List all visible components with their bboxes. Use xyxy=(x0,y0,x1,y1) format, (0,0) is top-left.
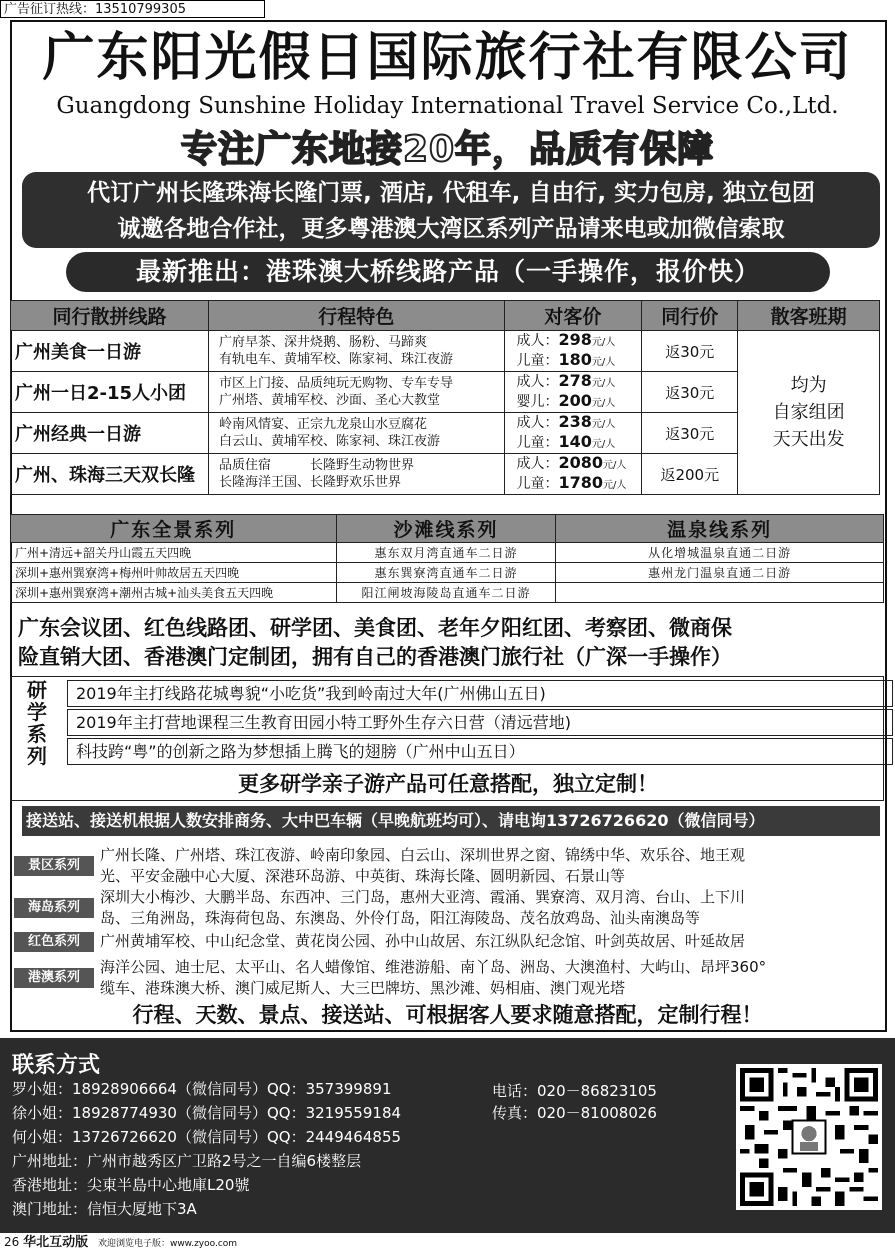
price-unit: 元/人 xyxy=(591,398,616,409)
feature-line: 岭南风情宴、正宗九龙泉山水豆腐花 xyxy=(218,417,427,432)
series-cell: 惠东双月湾直通车二日游 xyxy=(336,543,556,563)
custom-itinerary: 行程、天数、景点、接送站、可根据客人要求随意搭配，定制行程！ xyxy=(132,1003,763,1027)
price-value: 298 xyxy=(558,330,592,349)
price-value: 1780 xyxy=(558,473,604,492)
header-client-price: 对客价 xyxy=(504,301,642,331)
spots-island xyxy=(100,887,885,929)
price-value: 200 xyxy=(558,391,592,410)
tag-island: 海岛系列 xyxy=(14,898,94,918)
price-unit: 元/人 xyxy=(603,460,627,471)
spot-line: 岛、三角洲岛，珠海荷包岛、东澳岛、外伶仃岛，阳江海陵岛、茂名放鸡岛、汕头南澳岛等 xyxy=(100,909,701,927)
service-line-2: 诚邀各地合作社，更多粤港澳大湾区系列产品请来电或加微信索取 xyxy=(117,216,785,242)
study-label-char: 学 xyxy=(27,700,47,724)
contact-line: 罗小姐：18928906664（微信同号）QQ：357399891 xyxy=(12,1080,392,1098)
price-unit: 元/人 xyxy=(603,480,627,491)
contact-line: 何小姐：13726726620（微信同号）QQ：2449464855 xyxy=(12,1128,402,1146)
ad-hotline: 广告征订热线：13510799305 xyxy=(0,0,265,18)
route-price xyxy=(504,372,642,413)
feature-line: 有轨电车、黄埔军校、陈家祠、珠江夜游 xyxy=(218,352,453,367)
price-value: 140 xyxy=(558,432,592,451)
route-name: 广州美食一日游 xyxy=(11,331,209,372)
spot-line: 广州长隆、广州塔、珠江夜游、岭南印象园、白云山、深圳世界之窗、锦绣中华、欢乐谷、地王观 xyxy=(100,846,746,864)
price-unit: 元/人 xyxy=(591,439,616,450)
feature-line: 白云山、黄埔军校、陈家祠、珠江夜游 xyxy=(218,434,440,449)
schedule-line: 自家组团 xyxy=(772,402,845,423)
spot-line: 海洋公园、迪士尼、太平山、名人蜡像馆、维港游船、南丫岛、洲岛、大澳渔村、大屿山、昂坪360° xyxy=(100,958,767,976)
study-item: 科技跨“粤”的创新之路为梦想插上腾飞的翅膀（广州中山五日） xyxy=(67,738,893,765)
series-cell: 阳江闸坡海陵岛直通车二日游 xyxy=(336,583,556,603)
route-name: 广州经典一日游 xyxy=(11,413,209,454)
route-price xyxy=(504,454,642,495)
series-cell: 从化增城温泉直通二日游 xyxy=(556,543,884,563)
header-guangdong-series: 广东全景系列 xyxy=(11,515,337,543)
study-series xyxy=(10,676,884,801)
spots-red xyxy=(100,931,885,952)
series-cell xyxy=(556,583,884,603)
contact-line: 广州地址：广州市越秀区广卫路2号之一自编6楼整层 xyxy=(12,1152,362,1170)
feature-line: 长隆海洋王国、长隆野欢乐世界 xyxy=(218,475,401,490)
series-cell: 深圳+惠州巽寮湾+梅州叶帅故居五天四晚 xyxy=(11,563,337,583)
tag-red: 红色系列 xyxy=(14,932,94,952)
table-row xyxy=(11,331,880,372)
series-cell: 惠东巽寮湾直通车二日游 xyxy=(336,563,556,583)
promo-banner: 最新推出：港珠澳大桥线路产品（一手操作，报价快） xyxy=(66,252,830,292)
route-rebate: 返30元 xyxy=(642,331,738,372)
feature-line: 广州塔、黄埔军校、沙面、圣心大教堂 xyxy=(218,393,440,408)
spots-hkmacau xyxy=(100,957,885,999)
route-name: 广州一日2-15人小团 xyxy=(11,372,209,413)
route-features xyxy=(208,331,504,372)
contact-tel: 电话：020－86823105 xyxy=(492,1082,657,1100)
contact-heading: 联系方式 xyxy=(12,1053,101,1078)
study-label xyxy=(19,679,55,767)
page-footer xyxy=(0,1234,895,1250)
feature-line: 品质住宿 长隆野生动物世界 xyxy=(218,458,414,473)
service-line-1: 代订广州长隆珠海长隆门票, 酒店, 代租车, 自由行, 实力包房, 独立包团 xyxy=(87,180,815,206)
study-label-char: 系 xyxy=(27,722,47,746)
schedule-cell xyxy=(738,331,880,495)
table-row xyxy=(11,563,884,583)
service-band xyxy=(22,172,880,248)
price-label: 儿童： xyxy=(516,435,559,451)
qr-code-icon xyxy=(736,1064,882,1210)
company-name-cn: 广东阳光假日国际旅行社有限公司 xyxy=(42,28,853,88)
price-label: 成人： xyxy=(516,374,559,390)
route-name: 广州、珠海三天双长隆 xyxy=(11,454,209,495)
table-row xyxy=(11,543,884,563)
header-features: 行程特色 xyxy=(208,301,504,331)
contact-line: 澳门地址：信恒大厦地下3A xyxy=(12,1200,197,1218)
spot-line: 缆车、港珠澳大桥、澳门威尼斯人、大三巴牌坊、黑沙滩、妈相庙、澳门观光塔 xyxy=(100,979,626,997)
price-value: 238 xyxy=(558,412,592,431)
schedule-line: 均为 xyxy=(790,375,827,396)
spot-line: 广州黄埔军校、中山纪念堂、黄花岗公园、孙中山故居、东江纵队纪念馆、叶剑英故居、叶延故居 xyxy=(100,932,746,950)
group-line-1: 广东会议团、红色线路团、研学团、美食团、老年夕阳红团、考察团、微商保 xyxy=(18,616,732,640)
route-rebate: 返30元 xyxy=(642,372,738,413)
route-price xyxy=(504,413,642,454)
series-table xyxy=(10,514,884,603)
header-agent-price: 同行价 xyxy=(642,301,738,331)
price-unit: 元/人 xyxy=(591,337,616,348)
route-features xyxy=(208,413,504,454)
header-schedule: 散客班期 xyxy=(738,301,880,331)
edition-name: 华北互动版 xyxy=(23,1235,89,1250)
page-number: 26 xyxy=(4,1235,20,1249)
spot-line: 深圳大小梅沙、大鹏半岛、东西冲、三门岛，惠州大亚湾、霞涌、巽寮湾、双月湾、台山、上下川 xyxy=(100,888,746,906)
route-features xyxy=(208,454,504,495)
price-value: 278 xyxy=(558,371,592,390)
route-features xyxy=(208,372,504,413)
tag-hkmacau: 港澳系列 xyxy=(14,968,94,988)
price-label: 成人： xyxy=(516,415,559,431)
feature-line: 广府早茶、深井烧鹅、肠粉、马蹄爽 xyxy=(218,335,427,350)
header-hotspring-series: 温泉线系列 xyxy=(556,515,884,543)
group-tours xyxy=(18,614,888,672)
contact-line: 香港地址：尖東半島中心地庫L20號 xyxy=(12,1176,250,1194)
company-name-en: Guangdong Sunshine Holiday International Travel Service Co.,Ltd. xyxy=(56,93,839,119)
header-beach-series: 沙滩线系列 xyxy=(336,515,556,543)
price-label: 成人： xyxy=(516,333,559,349)
price-label: 儿童： xyxy=(516,353,559,369)
group-line-2: 险直销大团、香港澳门定制团，拥有自己的香港澳门旅行社（广深一手操作） xyxy=(18,645,732,669)
spot-line: 光、平安金融中心大厦、深港环岛游、中英街、珠海长隆、圆明新园、石景山等 xyxy=(100,867,626,885)
contact-line: 徐小姐：18928774930（微信同号）QQ：3219559184 xyxy=(12,1104,402,1122)
slogan: 专注广东地接20年，品质有保障 xyxy=(180,129,715,170)
series-cell: 广州+清远+韶关丹山霞五天四晚 xyxy=(11,543,337,563)
table-row xyxy=(11,583,884,603)
feature-line: 市区上门接、品质纯玩无购物、专车专导 xyxy=(218,376,453,391)
transfer-banner: 接送站、接送机根据人数安排商务、大中巴车辆（早晚航班均可）、请电询13726726620（微信同号） xyxy=(22,806,880,836)
route-rebate: 返200元 xyxy=(642,454,738,495)
price-label: 婴儿： xyxy=(516,394,559,410)
route-table-header xyxy=(11,301,880,331)
tag-scenic: 景区系列 xyxy=(14,856,94,876)
study-label-char: 研 xyxy=(27,678,47,702)
price-unit: 元/人 xyxy=(591,357,616,368)
price-unit: 元/人 xyxy=(591,378,616,389)
price-label: 儿童： xyxy=(516,476,559,492)
series-cell: 惠州龙门温泉直通二日游 xyxy=(556,563,884,583)
price-value: 2080 xyxy=(558,453,604,472)
study-item: 2019年主打营地课程三生教育田园小特工野外生存六日营（清远营地) xyxy=(67,709,893,736)
study-more: 更多研学亲子游产品可任意搭配，独立定制！ xyxy=(238,772,658,796)
route-table xyxy=(10,300,880,495)
contact-fax: 传真：020－81008026 xyxy=(492,1104,657,1122)
route-price xyxy=(504,331,642,372)
route-rebate: 返30元 xyxy=(642,413,738,454)
footer-note: 欢迎浏览电子版：www.zyoo.com xyxy=(97,1239,238,1249)
series-header xyxy=(11,515,884,543)
price-value: 180 xyxy=(558,350,592,369)
schedule-line: 天天出发 xyxy=(772,429,845,450)
series-cell: 深圳+惠州巽寮湾+潮州古城+汕头美食五天四晚 xyxy=(11,583,337,603)
study-label-char: 列 xyxy=(27,744,47,768)
price-label: 成人： xyxy=(516,456,559,472)
header-route: 同行散拼线路 xyxy=(11,301,209,331)
study-item: 2019年主打线路花城粤貌“小吃货”我到岭南过大年(广州佛山五日) xyxy=(67,680,893,707)
price-unit: 元/人 xyxy=(591,419,616,430)
spots-scenic xyxy=(100,845,885,887)
